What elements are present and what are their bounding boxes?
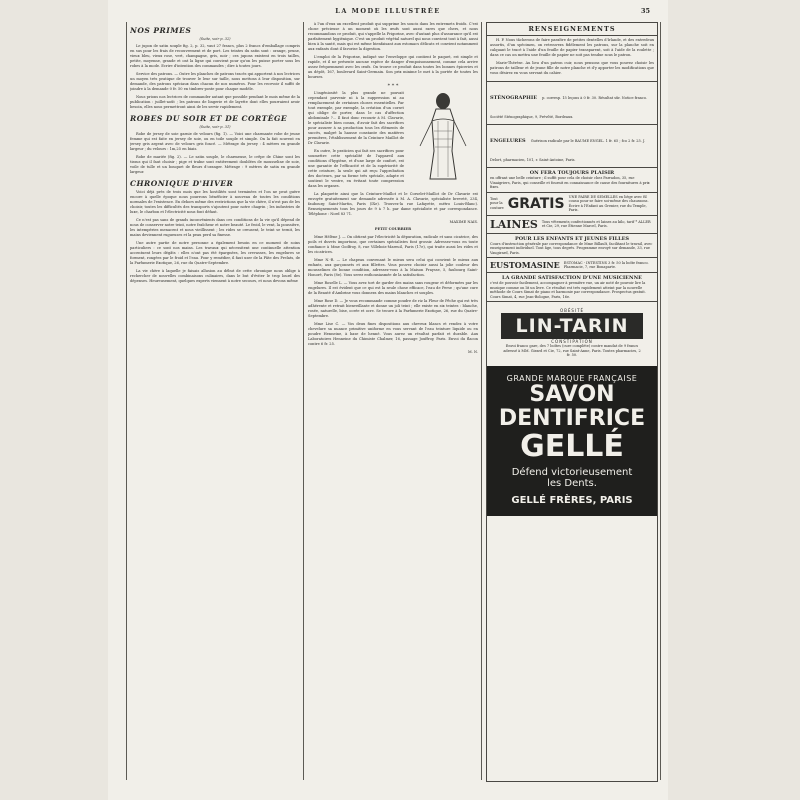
ad-title: STÉNOGRAPHIE <box>490 95 538 101</box>
paragraph: Service des patrons. — Outre les planches de patrons tracés qui apportent à nos lectrices un moyen très pratique de trouver le leur sur taille, nous mettons à leur disposition, sur demande, des patrons spéciaux dans chacun de nos numéros. Pour les recevoir il suffit de joindre à la demande 0 fr. 50 en timbres-poste pour chaque modèle. <box>130 72 300 91</box>
ad-gratis <box>487 193 657 216</box>
ad-laines <box>487 216 657 234</box>
paragraph: L'ingéniosité la plus grande ne pouvait cependant parvenir ni à la suppression ni au remplacement de certaines choses essentielles. Par tout exemple, par exemple, la création d'un corset qui oblige de porter, dans le cas d'affection abdominale ?... Il faut donc recourir à M. Clavarie, le spécialiste bien connu, d'avoir fait des sacrifices pour assurer à sa production tous les éléments de succès, malgré la hausse constante des matières premières, l'établissement de la Ceinture Maillot de Dr Clavarie. <box>308 91 404 145</box>
paragraph: à l'un d'eux un excellent produit qui supprime les soucis dans les entremets froids. C'est chose précieuse à un moment où les œufs sont aussi rares que chers, et nous recommandons ce produit, qui s'appelle la Frigorine, avec d'autant plus d'assurance qu'il est parfaitement hygiénique. C'est un produit végétal naturel qui nous convient tout à fait, aussi bien à la santé, mais qui est même bienfaisant aux estomacs délicats et convient notamment aux enfants dont il favorise la digestion. <box>308 22 478 51</box>
ad-savon-line: Défend victorieusement <box>511 466 633 478</box>
ad-enfants <box>487 234 657 259</box>
signature: M. N. <box>467 350 478 354</box>
ad-lin-tarin-small: OBÉSITÉ <box>559 308 585 313</box>
paragraph: Ce n'est pas sans de grands inconvénients dans ces conditions de la vie qu'il dépend de nous de conserver notre teint, notre fraîcheur et notre beauté. Le froid, le vent, la poussière, les intempéries menacent et nous vieillissent ; les rides se creusent, le teint se ternit, les mains deviennent rugueuses et la peau perd sa finesse. <box>130 218 300 237</box>
ad-title: ON FERA TOUJOURS PLAISIR <box>529 170 615 176</box>
paragraph: La vie chère à laquelle je faisais allusion au début de cette chronique nous oblige à rechercher de nouvelles combinaisons culinaires, dans le but d'éviter le trop lourd des dépenses. Heureusement, quelques experts viennent à notre secours, et nous devons même <box>130 269 300 283</box>
paragraph: Mme Roselle L. — Vous avez tort de garder des mains sans rougeur et déformées par les engelures. Il est évident que ce qui est la seule chose efficace, l'eau de Perse ; qu'une cure de la Beauté d'Ambrine vous donnera des mains blanches et souples. <box>308 281 478 295</box>
ad-plaisir <box>487 168 657 193</box>
ad-savon-line: DENTIFRICE <box>498 405 646 431</box>
paragraph: Voici déjà près de trois mois que les hostilités sont terminées et l'on ne peut guère encore à quelle époque nous pourrons bénéficier à nouveau de toutes les conditions normales de l'existence. En dehors même des restrictions que la vie chère, il n'est pas de les choisir, toutes les difficultés des transports s'ajoutent pour notre chagrin ; les industries de luxe, le charbon et l'électricité nous font défaut. <box>130 190 300 214</box>
column-rule <box>660 22 661 780</box>
ad-lin-tarin <box>501 308 643 358</box>
running-title: LA MODE ILLUSTRÉE <box>335 7 441 15</box>
paragraph: Robe de mariée (fig. 2). — Le satin souple, le charmeuse, le crêpe de Chine sont les tissus qui il faut choisir ; pige et traîne sont entièrement doublées de mousseline de soie, voile de tulle et un bouquet de fleurs d'oranger. Métrage : 9 mètres de satin en grande largeur. <box>130 155 300 174</box>
ad-lin-tarin-brand: LIN-TARIN <box>501 313 643 339</box>
paragraph: Marie-Thérèse. Au lieu d'un patron cuir, nous pensons que vous pouvez choisir les patrons de tailleur et de jeune fille de notre planche et d'y apporter les modifications que vous désirez en vous servant du cahier. <box>490 61 654 75</box>
section-title-chronique: CHRONIQUE D'HIVER <box>130 179 234 188</box>
column-rule <box>126 22 127 780</box>
column-middle <box>308 22 478 780</box>
renseignements-body <box>487 36 657 81</box>
ad-text: p. corresp. 15 leçons à 0 fr. 30. Résultat sûr. Notice franco. Société Sténographique, 9, Prévôté, Bordeaux. <box>490 96 648 119</box>
section-subtitle: (Suite, voir p. 31) <box>199 125 231 129</box>
paragraph: H. P. Nous tâcherons de faire paraître de petites dentelles d'Irlande, et des entredeux assortis, d'un spécimen, on retrouvera fidèlement les patrons, sur la planche soit en calquant le tracé à l'aide d'un feuille de papier transparent, soit à l'aide de la roulette ; dans ce cas on mettra une feuille de papier ne soit pas tendue sous le patron. <box>490 38 654 57</box>
paragraph: La plaquette ainsi que la Ceinture-Maillot et le Corselet-Maillot de Dr Clavarie est envoyée gratuitement sur demande adressée à M. A. Clavarie, spécialiste breveté, 234, faubourg Saint-Martin, Paris (IXe). Trouvez-la rue Lafayette, métro Louis-Blanc). Renseignements tous les jours de 9 à 7 h. par dame spécialiste et par correspondance. Téléphone : Nord 83 71. <box>308 192 478 216</box>
paragraph: Mme Rose D. — Je vous recommande comme poudre de riz la Fleur de Pêche qui est très adhérente et retrait bienveillante et donne un joli teint ; elle existe en six teintes : blanche, rosée, naturelle, bise, ocrée et ocre. Se trouve à la Parfumerie Exotique, 26, rue du Quatre-Septembre. <box>308 299 478 318</box>
ad-engelures <box>487 125 657 168</box>
separator-stars: * * * <box>387 83 399 89</box>
ad-savon-line: les Dents. <box>547 477 597 489</box>
paragraph: Mme Hélène J. — On obtient par l'électricité la dépuration, radicale et sans cicatrice, des poils et duvets importuns, que certaines spécialistes font grossir. Adressez-vous en toute confiance à Mme Godfroy, 8, rue Villebois-Mareuil, Paris (17e), qui traite aussi les rides et les cicatrices. <box>308 235 478 254</box>
ad-text: UNE PAIRE DE SEMELLES en liège avec fil cousu pour se faire soi-même des chaussons. Écrire à l'Enfant au Grenier, rue du Temple, Paris. <box>568 194 649 212</box>
column-rule <box>303 22 304 780</box>
magazine-page <box>108 0 668 800</box>
section-title-robes: ROBES DU SOIR ET DE CORTÈGE <box>130 114 288 123</box>
ad-text: ESTOMAC - INTESTINS 3 fr. 50 la boîte franco. Pharmacie, 7, rue Bonaparte. <box>563 260 649 269</box>
paragraph: L'emploi de la Frigorine, indiqué sur l'enveloppe qui contient le paquet, est simple et rapide, et il ne présente aucune espèce de danger d'empoisonnement, comme cela arrive assez fréquemment avec les œufs. On trouve ce produit dans toutes les bonnes épiceries et au dépôt, 167, boulevard Saint-Germain. Son prix minime le met à la portée de toutes les bourses. <box>308 55 478 79</box>
ad-savon-line: GRANDE MARQUE FRANÇAISE <box>506 373 638 383</box>
ad-savon-line: GELLÉ FRÈRES, PARIS <box>511 494 633 506</box>
renseignements-title: RENSEIGNEMENTS <box>487 23 657 36</box>
signature: MAXIME NAIS. <box>449 220 478 224</box>
paragraph: En outre, le praticien qui fait ses sacrifices pour soumettre cette spécialité de l'appareil aux conditions d'hygiène, et d'une large de confort, est une garantie de l'efficacité et de la supériorité de cette ceinture, la seule qui ait reçu l'approbation des docteurs, par sa forme très spéciale, adapte et soutient le ventre, en évitant toute compression dans les organes. <box>308 149 404 188</box>
ad-savon-brand: GELLÉ <box>520 428 624 464</box>
ad-title: ENGELURES <box>490 138 526 144</box>
ad-lin-tarin-sub: CONSTIPATION <box>551 339 593 344</box>
ad-title: POUR LES ENFANTS ET JEUNES FILLES <box>514 235 630 242</box>
ad-text: c'est de pouvoir facilement, accompagner à première vue, un air noté de pouvoir lire la musique comme on lit un livre. Ce résultat est très rapidement atteint par la nouvelle méthode de Cours Simat de piano et harmonie par correspondance. Prospectus gratuit. Cours Simat, 4, rue Jean-Bologne, Paris, 16e. <box>490 281 646 299</box>
corset-illustration <box>408 91 478 181</box>
paragraph: Robe de jersey de soie garnie de velours (fig. 1). — Voici une charmante robe de jeune femme qui est faite en jersey de soie, ou en toile souple et simple. On la fait souvent en jersey gris argent avec de velours gris foncé. — Métrage du jersey : 4 mètres en grande largeur ; du velours : 1m,25 en biais. <box>130 132 300 151</box>
ad-text: Envoi franco gare, des 7 boîtes (cure complète) contre mandat de 9 francs adressé à MM. Girard et Cie, 72, rue Saint-Anne, Paris. Toutes pharmacies, 2 fr. 50. <box>503 344 641 357</box>
column-rule <box>481 22 482 780</box>
column-right <box>486 22 658 782</box>
ad-text: Tout pour la couture <box>490 196 504 210</box>
ad-text: Guérison radicale par le BAUME ENGEL. 1 fr. 65 ; fco 2 fr. 25. J. Delort, pharmacien, 101, r. Saint-Antoine, Paris. <box>490 139 646 162</box>
ad-eustomasine <box>487 258 657 273</box>
ad-savon-line: SAVON <box>529 381 615 407</box>
ad-musicienne <box>487 273 657 302</box>
paragraph: Une autre partie de notre personne a également besoin en ce moment de soins particuliers : ce sont nos mains. Les travaux qui nécessitent une continuelle attention accentuent leurs dégâts : elles n'ont pas été épargnées, les crevasses, les engelures se forment, rongées par le froid et l'eau. Pour y remédier, il faut user de la Pâte des Prelats, de la Parfumerie Exotique, 26, rue du Quatre-Septembre. <box>130 241 300 265</box>
section-title-nos-primes: NOS PRIMES <box>130 26 192 35</box>
section-subtitle: (Suite, voir p. 32) <box>199 37 231 41</box>
ad-title: LA GRANDE SATISFACTION D'UNE MUSICIENNE <box>502 275 642 281</box>
ad-laines-word: LAINES <box>490 217 538 231</box>
paragraph: Le jupon de satin souple fig. 2, p. 32, vaut 27 francs, plus 2 francs d'emballage compris en sus pour les frais de recouvrement et de port. Les teintes du satin sont : orange, prune, vieux bleu, vieux rose, vert, champagne, gris, noir ; ces jupons existent en trois tailles, petite, moyenne, grande et ont la ligne qui convient pour qu'on les puisse porter sous les robes à la mode. Ecrire d'intention des commandes ; dire à toutes jours. <box>130 44 300 68</box>
paragraph: Nous prions nos lectrices de commander autant que possible pendant le mois même de la publication : juillet-août ; les patrons de lingerie et de layette dont elles pourraient avoir besoin, elles nous permettront ainsi de les servir rapidement. <box>130 95 300 109</box>
paragraph: Mme N.-R. — Le chapeau convenant le mieux sera celui qui convient le mieux aux enfants, aux garçonnets et aux fillettes. Vous pouvez choisir aussi la jolie couleur des mousselines de bonne condition, adressez-vous à la Maison Fraysse, 5, faubourg Saint-Honoré, Paris (8e). Vous serez enthousiasmée de la satisfaction. <box>308 258 478 277</box>
ad-text: en offrant une belle ceinture ; il suffit pour cela de choisir chez Parradon, 35, rue Vinaigriers, Paris, qui conseille et fournit en connaissance de cause des fournitures à prix fixes. <box>490 176 650 189</box>
page-number: 35 <box>640 7 650 15</box>
ad-gratis-word: GRATIS <box>507 195 565 212</box>
column-left <box>130 22 300 780</box>
paragraph: Mme Lise C. — Vos deux fines dispositions aux cheveux blancs et rendez à votre chevelure sa nuance primitive uniforme en vous servant de l'eau teinture liquide ou en poudre Henneine, à base de henné. Vous aurez un résultat parfait et durable. Aux Laboratoires Henneine du Chimiste Chalmer, 16, passage Jouffroy, Paris. Envoi du flacon contre 6 fr. 25. <box>308 322 478 346</box>
ad-savon-gelle <box>487 366 657 516</box>
ad-text: Tous vêtements confectionnés et laines au kilo, tarif * ALLER et Cie, 29, rue Étienne Marcel, Paris. <box>541 219 651 228</box>
section-title-petit-courrier: PETIT COURRIER <box>374 227 412 231</box>
ad-eustomasine-word: EUSTOMASINE <box>490 260 560 270</box>
ad-stenographie <box>487 81 657 125</box>
ad-text: Cours d'instruction générale par correspondance de Mme Billault, facilitant le travail, avec enseignement individuel. Tout âge, tous degrés. Programme envoyé sur demande, 33, rue Vaugirard, Paris. <box>490 241 653 255</box>
